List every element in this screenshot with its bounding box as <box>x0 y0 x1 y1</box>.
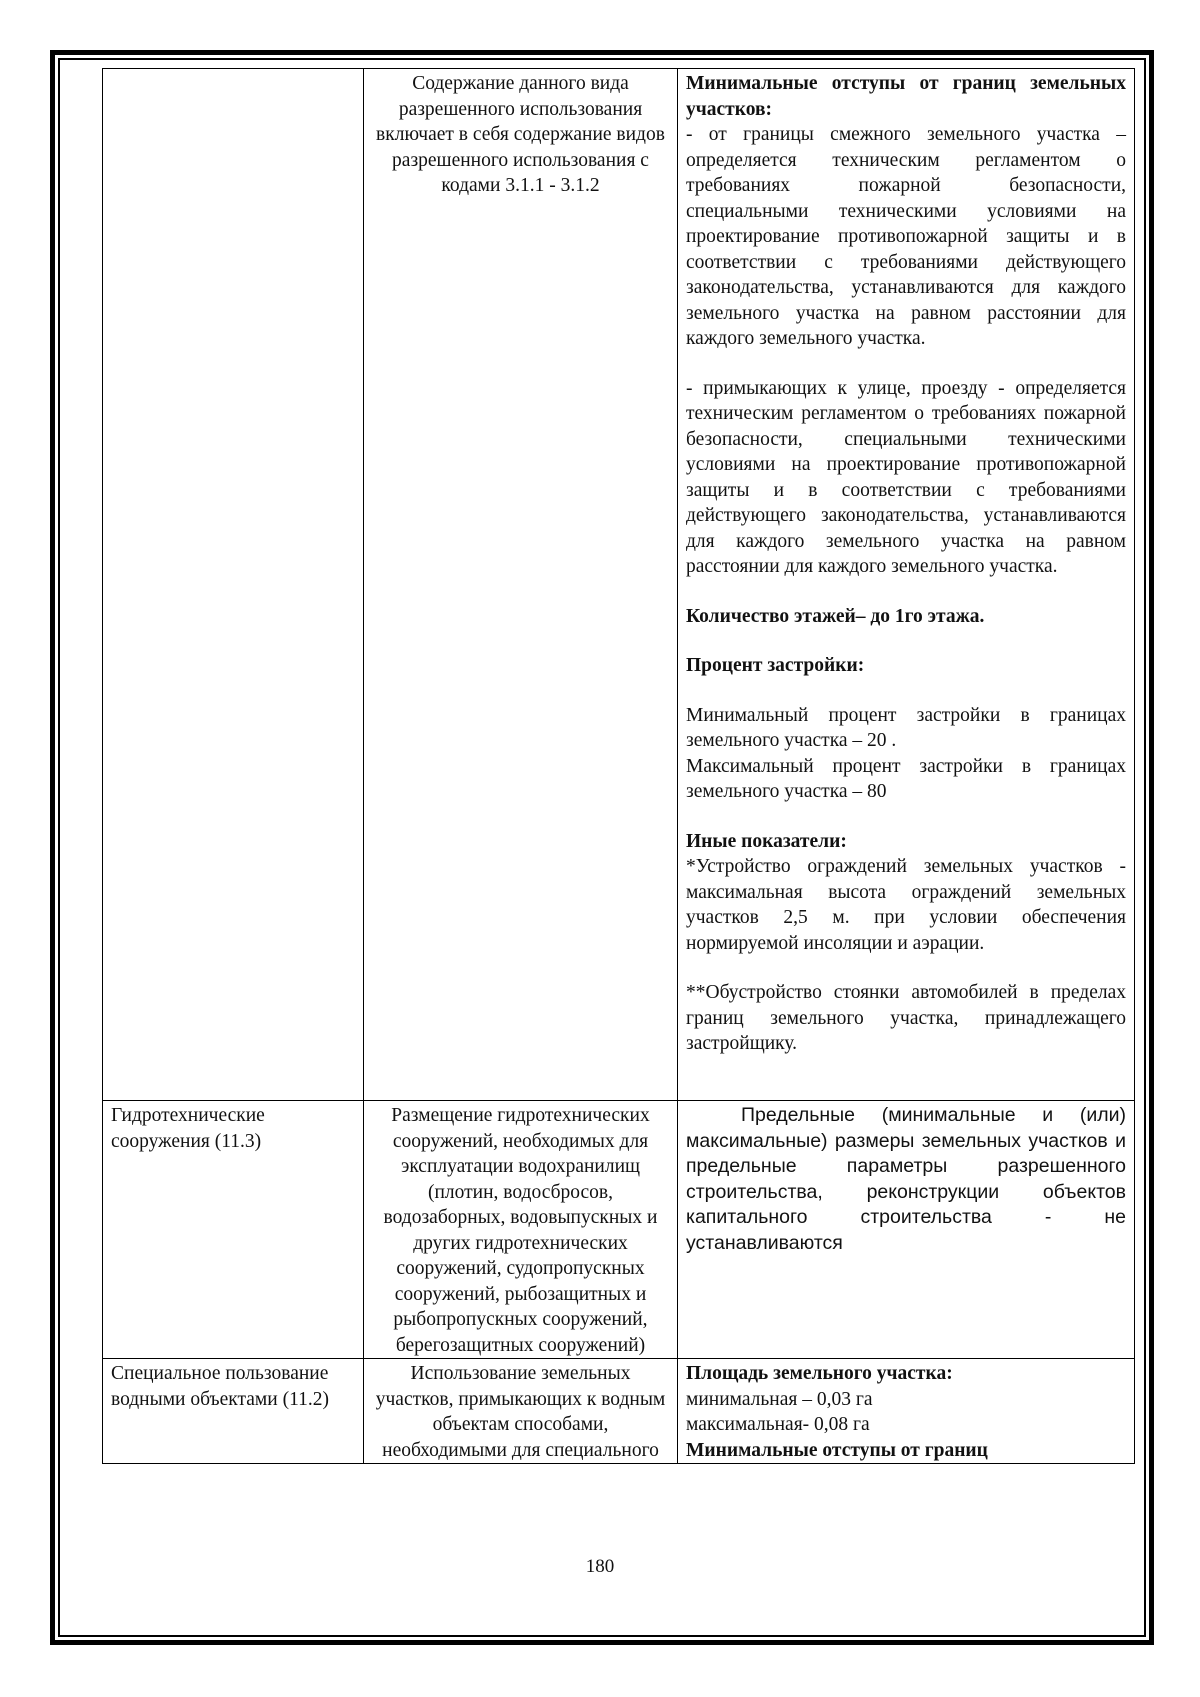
area-max-text: максимальная- 0,08 га <box>686 1414 870 1435</box>
table-row <box>103 1359 1135 1464</box>
use-description-cell: Использование земельных участков, примыкающих к водным объектам способами, необходимыми для специального <box>364 1359 678 1464</box>
floors-text: Количество этажей– до 1го этажа. <box>686 605 985 627</box>
use-description-cell: Размещение гидротехнических сооружений, необходимых для эксплуатации водохранилищ (плотин, водосбросов, водозаборных, водовыпускных и других гидротехнических сооружений, судопропускных сооружений, рыбозащитных и рыбопропускных сооружений, берегозащитных сооружений) <box>364 1101 678 1359</box>
parameters-cell <box>678 1101 1135 1359</box>
coverage-max-text: Максимальный процент застройки в границах земельного участка – 80 <box>686 755 1126 802</box>
indent-heading: Минимальные отступы от границ <box>686 1439 988 1461</box>
use-type-cell: Гидротехнические сооружения (11.3) <box>103 1101 364 1359</box>
table-row <box>103 1101 1135 1359</box>
coverage-min-text: Минимальный процент застройки в границах земельного участка – 20 . <box>686 704 1126 751</box>
limits-not-set-text: Предельные (минимальные и (или) максимальные) размеры земельных участков и предельные параметры разрешенного строительства, реконструкции объектов капитального строительства - не устанавливаются <box>686 1104 1126 1254</box>
other-heading: Иные показатели: <box>686 830 847 852</box>
area-min-text: минимальная – 0,03 га <box>686 1388 873 1410</box>
indent-street-text: - примыкающих к улице, проезду - определяется техническим регламентом о требованиях пожарной безопасности, специальными техническими условиями на проектирование противопожарной защиты и в соответствии с требованиями действующего законодательства, устанавливаются для каждого земельного участка на равном расстоянии для каждого земельного участка. <box>686 377 1126 577</box>
parameters-cell <box>678 1359 1135 1464</box>
use-description-cell: Содержание данного вида разрешенного использования включает в себя содержание видов разрешенного использования с кодами 3.1.1 - 3.1.2 <box>364 69 678 1101</box>
use-type-cell <box>103 69 364 1101</box>
table-row <box>103 69 1135 1101</box>
indent-heading: Минимальные отступы от границ земельных участков: <box>686 73 1126 120</box>
parameters-cell <box>678 69 1135 1101</box>
indent-adjacent-text: - от границы смежного земельного участка – определяется техническим регламентом о требованиях пожарной безопасности, специальными техническими условиями на проектирование противопожарной защиты и в соответствии с требованиями действующего законодательства, устанавливаются для каждого земельного участка на равном расстоянии для каждого земельного участка. <box>686 124 1126 349</box>
page-number: 180 <box>585 1556 615 1577</box>
use-type-cell: Специальное пользование водными объектами (11.2) <box>103 1359 364 1464</box>
area-heading: Площадь земельного участка: <box>686 1363 953 1384</box>
coverage-heading: Процент застройки: <box>686 655 865 676</box>
parking-text: **Обустройство стоянки автомобилей в пределах границ земельного участка, принадлежащего застройщику. <box>686 982 1126 1054</box>
regulations-table <box>102 68 1135 1464</box>
fence-text: *Устройство ограждений земельных участков - максимальная высота ограждений земельных участков 2,5 м. при условии обеспечения нормируемой инсоляции и аэрации. <box>686 856 1126 954</box>
